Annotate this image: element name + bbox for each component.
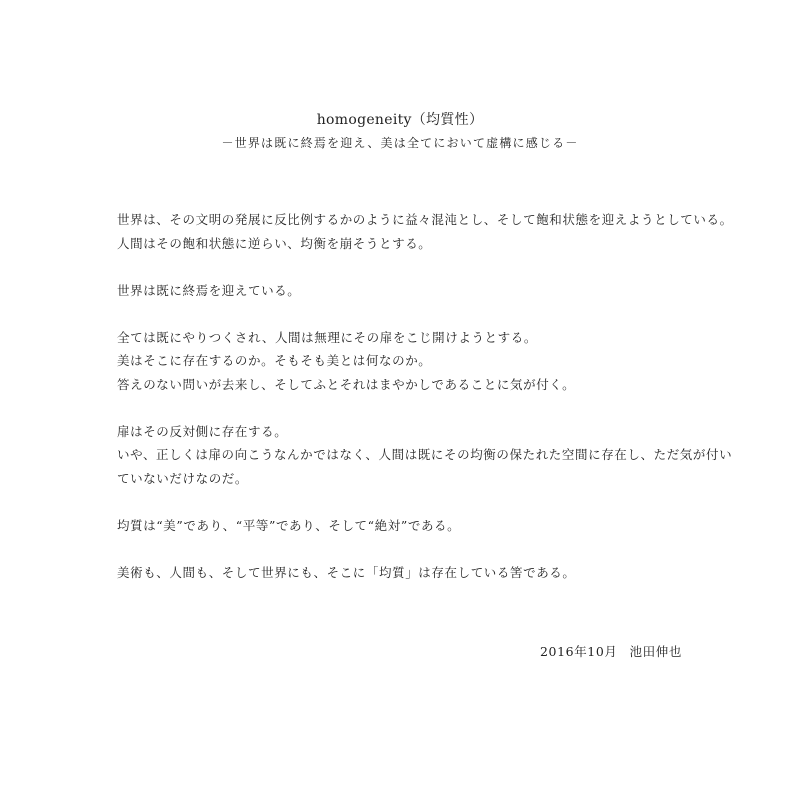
signature xyxy=(540,643,682,661)
text-line: 均質は“美”であり、“平等”であり、そして“絶対”である。 xyxy=(117,517,461,533)
text-line: 世界は既に終焉を迎えている。 xyxy=(117,282,301,298)
text-line: 人間はその飽和状態に逆らい、均衡を崩そうとする。 xyxy=(117,235,432,251)
text-line: いや、正しくは扉の向こうなんかではなく、人間は既にその均衡の保たれた空間に存在し、ただ気が付い xyxy=(117,447,733,462)
text-line: 答えのない問いが去来し、そしてふとそれはまやかしであることに気が付く。 xyxy=(117,376,576,392)
paragraph-1 xyxy=(117,208,733,255)
text-line: ていないだけなのだ。 xyxy=(117,470,249,486)
signature-author: 池田伸也 xyxy=(629,644,682,659)
paragraph-6 xyxy=(117,561,707,585)
page-title: homogeneity（均質性） xyxy=(316,112,484,128)
text-line: 全ては既にやりつくされ、人間は無理にその扉をこじ開けようとする。 xyxy=(117,329,537,345)
text-line: 世界は、その文明の発展に反比例するかのように益々混沌とし、そして飽和状態を迎えようとしている。 xyxy=(117,212,733,227)
signature-date: 2016年10月 xyxy=(540,644,618,659)
text-line: 美術も、人間も、そして世界にも、そこに「均質」は存在している筈である。 xyxy=(117,564,576,580)
paragraph-3 xyxy=(117,326,707,397)
text-line: 扉はその反対側に存在する。 xyxy=(117,423,288,439)
paragraph-4 xyxy=(117,420,733,491)
paragraph-2 xyxy=(117,279,707,303)
text-line: 美はそこに存在するのか。そもそも美とは何なのか。 xyxy=(117,353,432,368)
essay-body xyxy=(117,208,733,608)
paragraph-5 xyxy=(117,514,707,538)
page-subtitle: －世界は既に終焉を迎え、美は全てにおいて虚構に感じる－ xyxy=(221,136,579,150)
